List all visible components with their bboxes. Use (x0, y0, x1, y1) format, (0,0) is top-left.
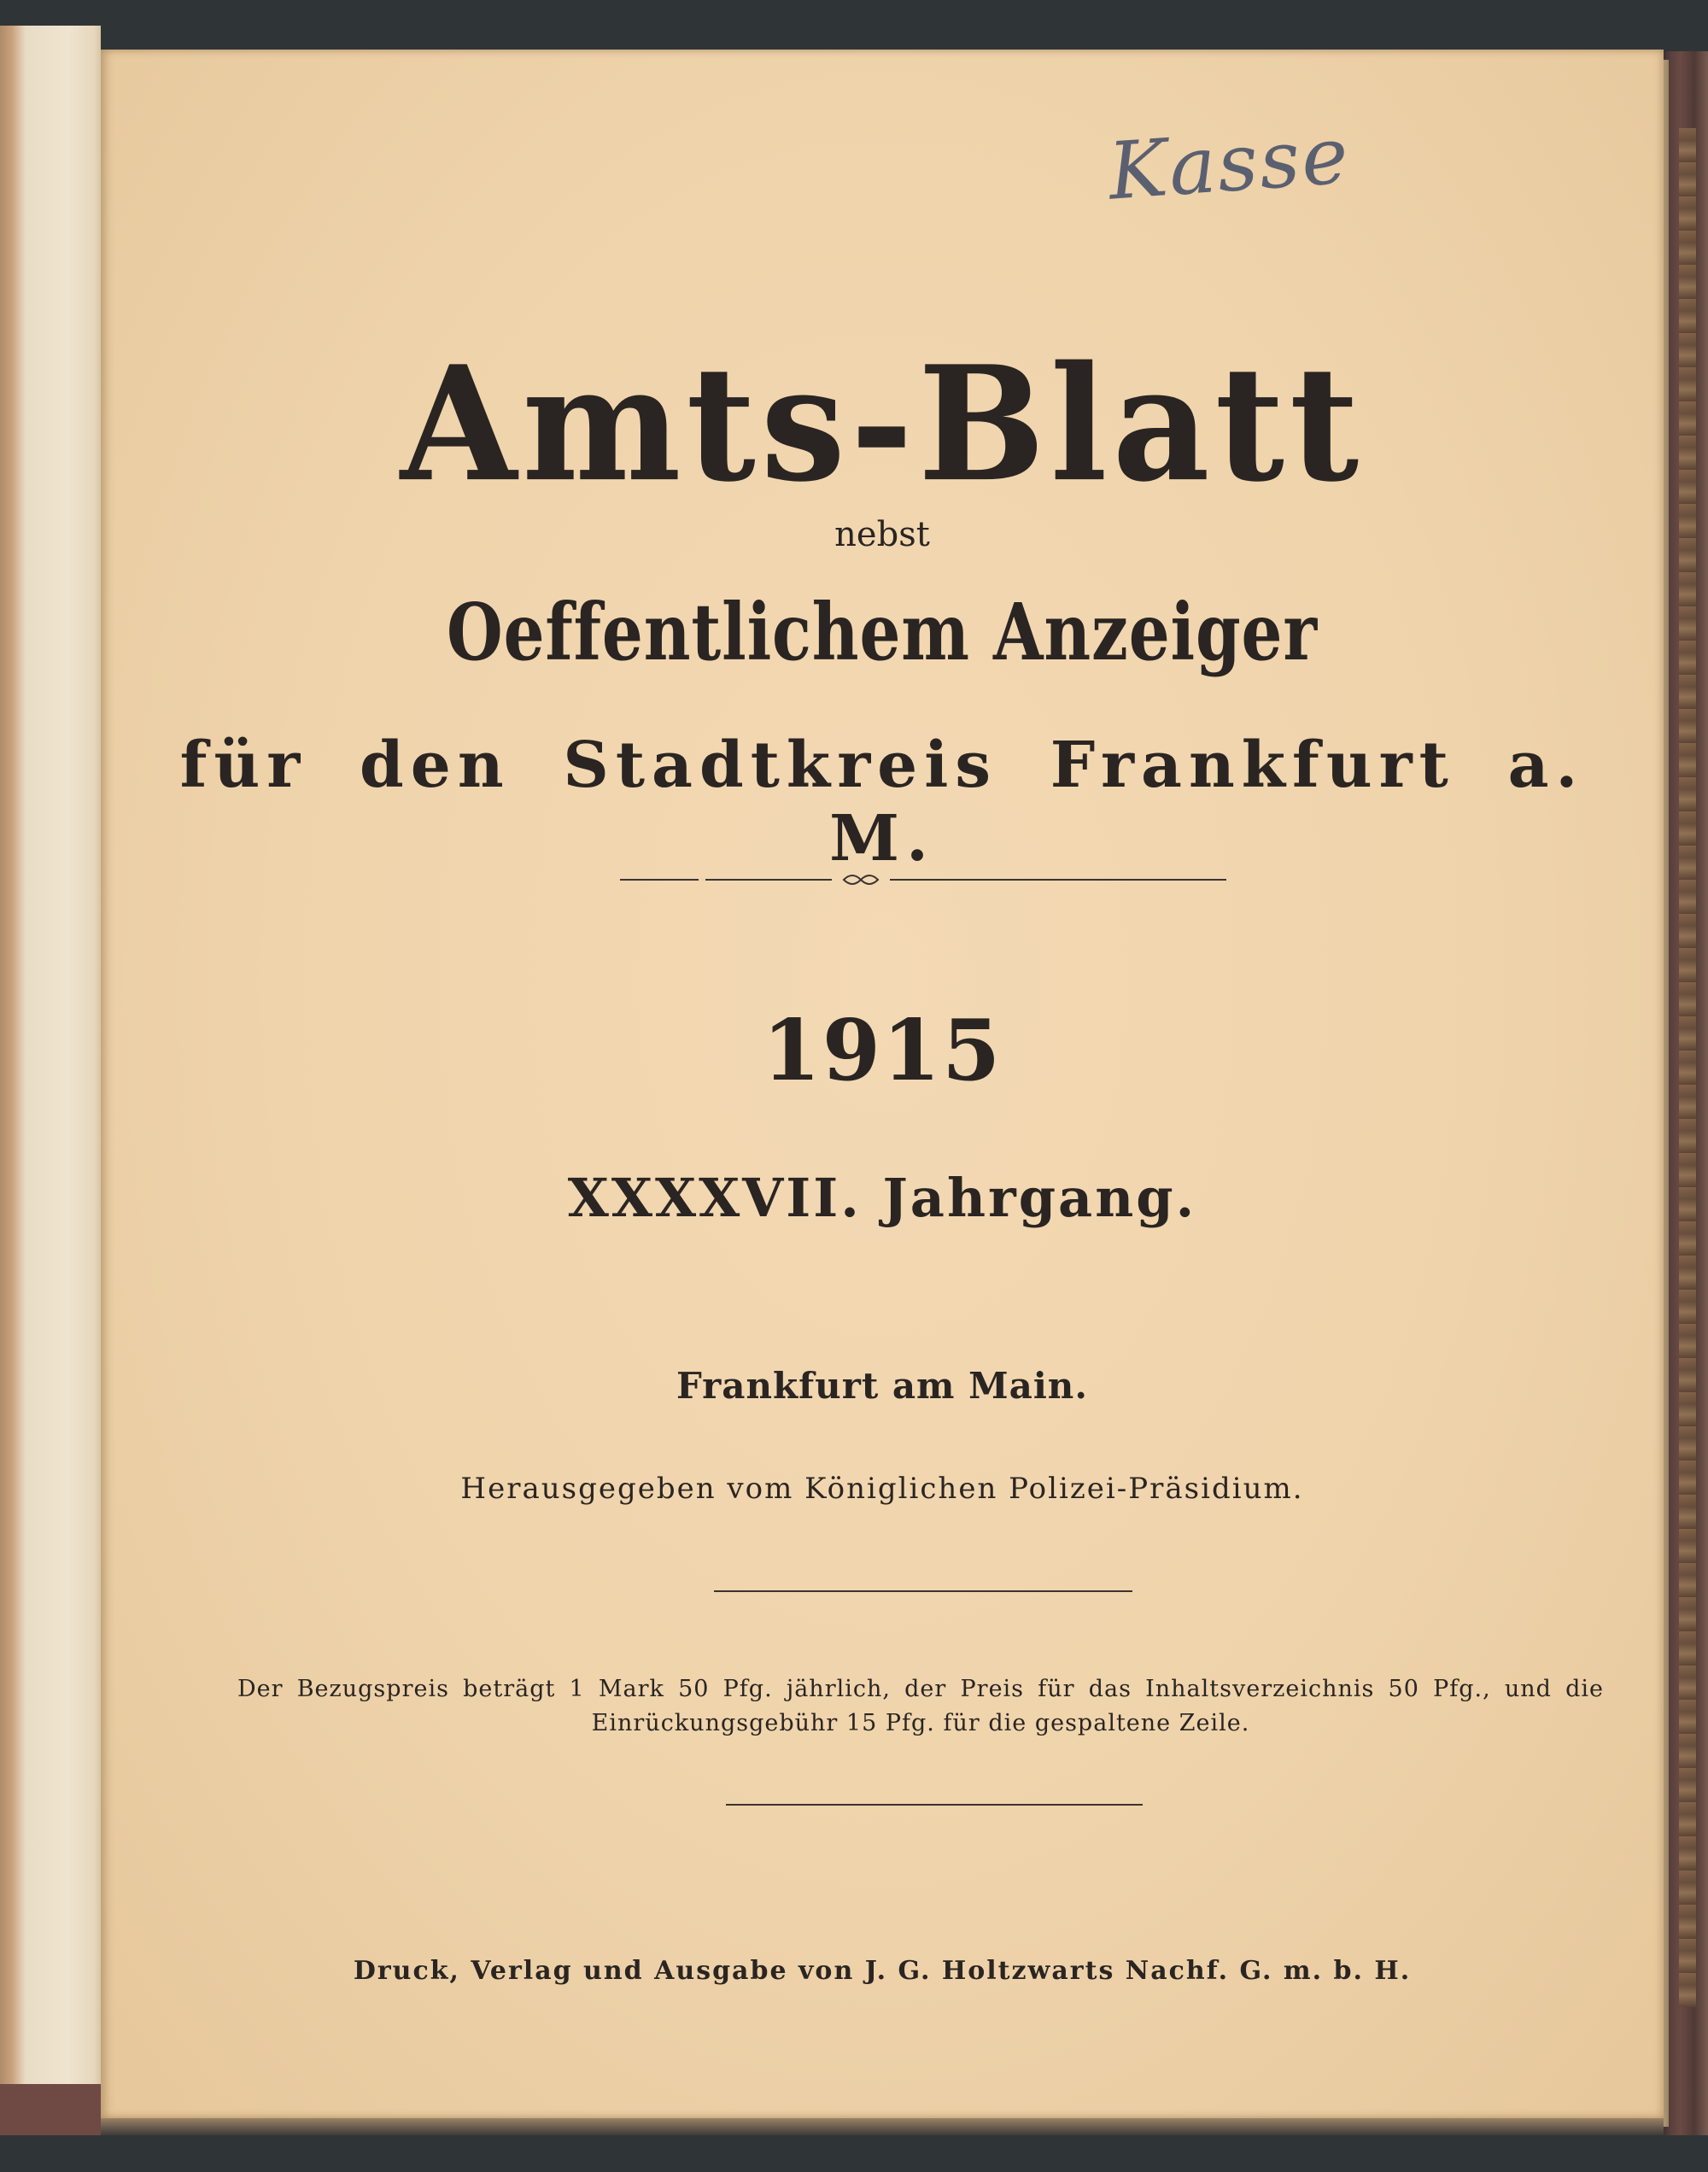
place-line: für den Stadtkreis Frankfurt a. M. (179, 729, 1585, 875)
main-title: Amts-Blatt (400, 331, 1365, 518)
handwritten-note: Kasse (1105, 109, 1353, 218)
price-notice (237, 1672, 1604, 1741)
publisher: Herausgegeben vom Königlichen Polizei-Präsidium. (460, 1472, 1304, 1506)
left-leaf (0, 26, 101, 2135)
title-connector: nebst (834, 515, 930, 554)
ornament-divider (620, 871, 1226, 888)
volume: XXXXVII. Jahrgang. (567, 1167, 1197, 1229)
price-line: Einrückungsgebühr 15 Pfg. für die gespaltene Zeile. (591, 1710, 1250, 1736)
city: Frankfurt am Main. (676, 1365, 1088, 1407)
price-line: Der Bezugspreis beträgt 1 Mark 50 Pfg. jährlich, der Preis für das Inhaltsverzeichnis 50 Pfg., und die (237, 1676, 1604, 1702)
book-spine (1664, 51, 1708, 2135)
title-page (101, 50, 1664, 2118)
printer-imprint: Druck, Verlag und Ausgabe von J. G. Holtzwarts Nachf. G. m. b. H. (353, 1956, 1412, 1986)
divider-rule (714, 1590, 1132, 1592)
divider-rule (726, 1804, 1143, 1806)
year: 1915 (762, 1002, 1003, 1100)
subtitle: Oeffentlichem Anzeiger (447, 586, 1318, 678)
cover-corner (0, 2084, 101, 2135)
